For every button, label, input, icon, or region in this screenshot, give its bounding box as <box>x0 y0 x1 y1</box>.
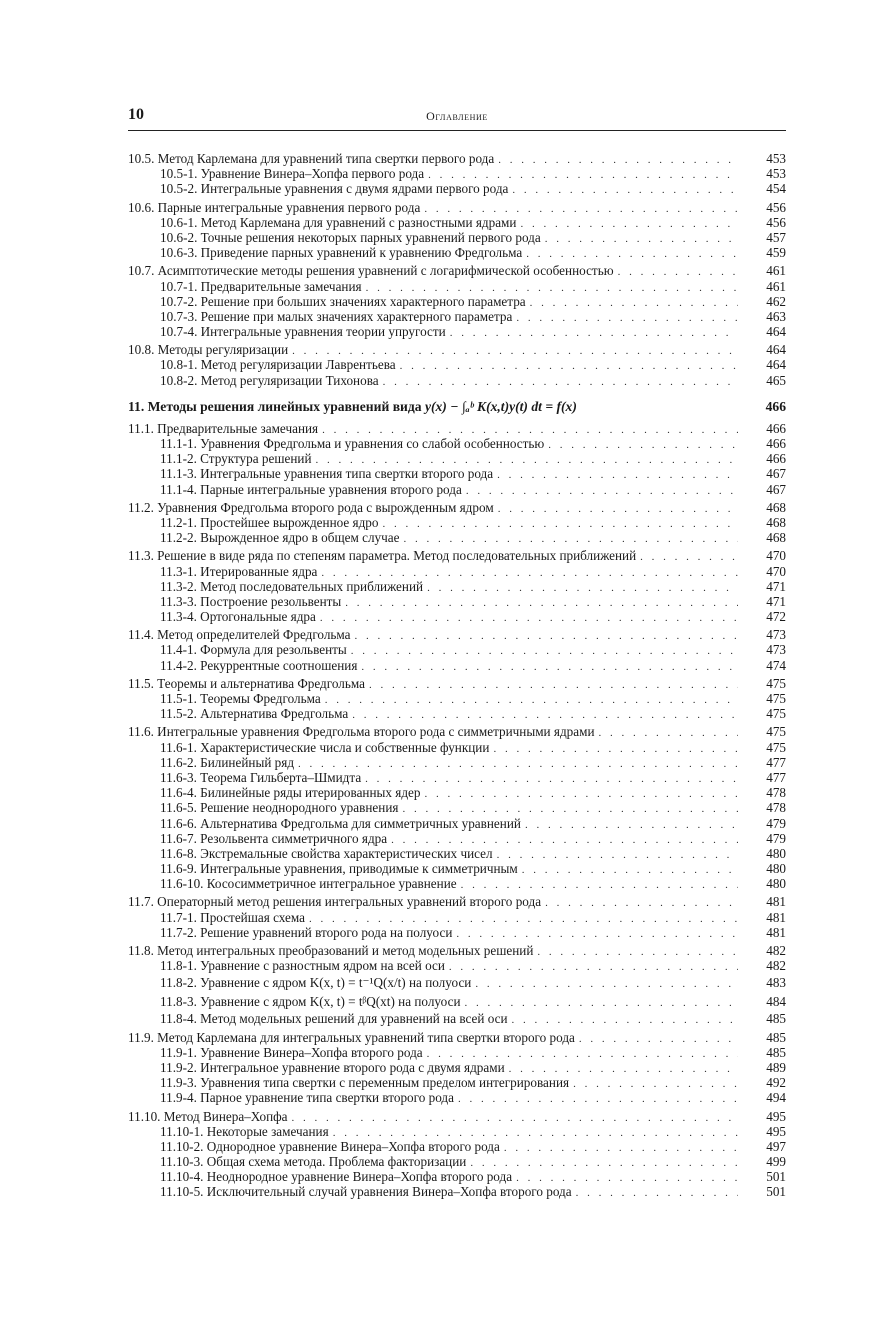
toc-leader-dots <box>497 468 738 483</box>
toc-entry-page: 465 <box>766 372 786 388</box>
toc-leader-dots <box>526 247 738 262</box>
toc-leader-dots <box>403 532 738 547</box>
toc-section-entry[interactable] <box>128 342 786 357</box>
toc-subsection-entry[interactable] <box>128 482 786 497</box>
toc-entry-page: 484 <box>766 994 786 1010</box>
toc-leader-dots <box>576 1186 738 1201</box>
toc-entry-title: 11.6-5. Решение неоднородного уравнения <box>160 800 399 816</box>
toc-leader-dots <box>355 629 738 644</box>
toc-entry-title: 11.9-1. Уравнение Винера–Хопфа второго рода <box>160 1044 423 1060</box>
toc-entry-title: 11.9-4. Парное уравнение типа свертки второго рода <box>160 1090 454 1106</box>
toc-entry-title: 11.4. Метод определителей Фредгольма <box>128 627 351 643</box>
toc-leader-dots <box>320 611 738 626</box>
toc-entry-title: 11.5-1. Теоремы Фредгольма <box>160 691 321 706</box>
toc-entry-title: 10.7-2. Решение при больших значениях характерного параметра <box>160 293 526 309</box>
toc-entry-page: 477 <box>766 769 786 785</box>
toc-subsection-entry[interactable] <box>128 1169 786 1184</box>
toc-subsection-entry[interactable] <box>128 1184 786 1199</box>
toc-entry-title: 11.8-2. Уравнение с ядром K(x, t) = t⁻¹Q(x/t) на полуоси <box>160 975 472 991</box>
toc-entry-page: 475 <box>766 739 786 755</box>
toc-entry-page: 475 <box>766 706 786 722</box>
toc-entry-title: 11.7-2. Решение уравнений второго рода на полуоси <box>160 924 453 940</box>
toc-entry-title: 10.5. Метод Карлемана для уравнений типа свертки первого рода <box>128 151 495 166</box>
toc-subsection-entry[interactable] <box>128 846 786 861</box>
toc-entry-title: 11.10-2. Однородное уравнение Винера–Хопфа второго рода <box>160 1138 500 1154</box>
toc-entry-page: 485 <box>766 1044 786 1060</box>
toc-entry-title: 10.5-2. Интегральные уравнения с двумя ядрами первого рода <box>160 181 509 197</box>
toc-leader-dots <box>369 678 738 693</box>
toc-section-entry[interactable] <box>128 151 786 166</box>
toc-leader-dots <box>599 726 738 741</box>
toc-entry-page: 479 <box>766 830 786 846</box>
toc-entry-page: 473 <box>766 642 786 658</box>
toc-entry-page: 482 <box>766 958 786 974</box>
toc-subsection-entry[interactable] <box>128 324 786 339</box>
toc-entry-title: 11.10-3. Общая схема метода. Проблема факторизации <box>160 1154 467 1170</box>
toc-entry-page: 483 <box>766 975 786 991</box>
toc-entry-page: 468 <box>766 530 786 546</box>
toc-subsection-entry[interactable] <box>128 1139 786 1154</box>
toc-entry-page: 468 <box>766 514 786 530</box>
toc-leader-dots <box>458 1092 738 1107</box>
toc-leader-dots <box>498 153 738 168</box>
toc-entry-title: 11.6. Интегральные уравнения Фредгольма второго рода с симметричными ядрами <box>128 724 595 740</box>
toc-leader-dots <box>512 183 738 198</box>
table-of-contents <box>128 151 786 1200</box>
toc-entry-page: 501 <box>766 1169 786 1185</box>
toc-entry-page: 463 <box>766 308 786 324</box>
page-number: 10 <box>128 106 144 123</box>
toc-subsection-entry[interactable] <box>128 691 786 706</box>
toc-entry-title: 11.6-8. Экстремальные свойства характеристических чисел <box>160 845 493 861</box>
toc-entry-title: 10.5-1. Уравнение Винера–Хопфа первого рода <box>160 166 425 182</box>
toc-entry-title: 11.8. Метод интегральных преобразований и метод модельных решений <box>128 943 534 958</box>
toc-leader-dots <box>365 772 738 787</box>
toc-entry-page: 485 <box>766 1029 786 1045</box>
toc-entry-page: 475 <box>766 691 786 706</box>
toc-leader-dots <box>618 265 738 280</box>
toc-entry-page: 485 <box>766 1011 786 1027</box>
toc-subsection-entry[interactable] <box>128 642 786 657</box>
toc-subsection-entry[interactable] <box>128 800 786 815</box>
toc-leader-dots <box>425 787 738 802</box>
toc-entry-title: 11.6-6. Альтернатива Фредгольма для симметричных уравнений <box>160 815 521 831</box>
toc-leader-dots <box>573 1077 738 1092</box>
toc-entry-page: 464 <box>766 324 786 340</box>
toc-subsection-entry[interactable] <box>128 373 786 388</box>
toc-leader-dots <box>345 596 738 611</box>
toc-entry-title: 11.6-2. Билинейный ряд <box>160 754 295 770</box>
chapter-title-text: 11. Методы решения линейных уравнений вида <box>128 398 425 414</box>
toc-entry-title: 11.2-2. Вырожденное ядро в общем случае <box>160 530 400 546</box>
toc-entry-page: 473 <box>766 627 786 643</box>
toc-subsection-entry[interactable] <box>128 1154 786 1169</box>
toc-entry-page: 489 <box>766 1059 786 1075</box>
toc-entry-title: 11.3-2. Метод последовательных приближений <box>160 578 424 594</box>
toc-entry-title: 10.6-2. Точные решения некоторых парных уравнений первого рода <box>160 229 541 245</box>
toc-subsection-entry[interactable] <box>128 451 786 466</box>
toc-entry-title: 10.7-1. Предварительные замечания <box>160 278 362 294</box>
toc-subsection-entry[interactable] <box>128 579 786 594</box>
toc-entry-title: 10.8-2. Метод регуляризации Тихонова <box>160 372 379 388</box>
toc-leader-dots <box>466 484 738 499</box>
toc-entry-title: 11.3-4. Ортогональные ядра <box>160 609 316 625</box>
toc-subsection-entry[interactable] <box>128 658 786 673</box>
toc-leader-dots <box>292 1111 738 1126</box>
toc-entry-page: 456 <box>766 214 786 230</box>
toc-entry-title: 11.7. Операторный метод решения интегральных уравнений второго рода <box>128 894 542 910</box>
toc-entry-page: 492 <box>766 1075 786 1091</box>
toc-entry-title: 11.8-4. Метод модельных решений для уравнений на всей оси <box>160 1011 508 1027</box>
toc-subsection-entry[interactable] <box>128 466 786 481</box>
toc-entry-title: 11.1. Предварительные замечания <box>128 420 319 436</box>
toc-section-entry[interactable] <box>128 1030 786 1045</box>
toc-leader-dots <box>497 848 738 863</box>
chapter-page: 466 <box>765 398 786 414</box>
toc-subsection-entry[interactable] <box>128 1090 786 1105</box>
toc-entry-title: 10.8. Методы регуляризации <box>128 342 289 358</box>
toc-subsection-entry[interactable] <box>128 706 786 721</box>
toc-entry-page: 461 <box>766 263 786 279</box>
toc-entry-title: 11.5-2. Альтернатива Фредгольма <box>160 706 349 722</box>
toc-entry-page: 477 <box>766 754 786 770</box>
toc-entry-title: 11.9. Метод Карлемана для интегральных уравнений типа свертки второго рода <box>128 1029 575 1045</box>
toc-leader-dots <box>516 311 738 326</box>
toc-entry-title: 11.6-7. Резольвента симметричного ядра <box>160 830 388 846</box>
toc-leader-dots <box>461 878 738 893</box>
toc-leader-dots <box>530 296 738 311</box>
toc-section-entry[interactable] <box>128 200 786 215</box>
toc-leader-dots <box>449 960 738 975</box>
toc-entry-title: 11.6-4. Билинейные ряды итерированных ядер <box>160 785 421 801</box>
toc-section-10 <box>128 151 786 388</box>
toc-subsection-entry[interactable] <box>128 564 786 579</box>
toc-leader-dots <box>545 232 738 247</box>
toc-subsection-entry[interactable] <box>128 770 786 785</box>
toc-entry-title: 11.8-1. Уравнение с разностным ядром на всей оси <box>160 958 445 974</box>
toc-leader-dots <box>475 975 738 994</box>
toc-entry-title: 11.10-5. Исключительный случай уравнения Винера–Хопфа второго рода <box>160 1184 572 1200</box>
toc-entry-title: 11.10-4. Неоднородное уравнение Винера–Хопфа второго рода <box>160 1169 513 1185</box>
toc-section-entry[interactable] <box>128 724 786 739</box>
toc-section-entry[interactable] <box>128 676 786 691</box>
toc-entry-title: 10.6-1. Метод Карлемана для уравнений с разностными ядрами <box>160 214 517 230</box>
toc-entry-page: 480 <box>766 845 786 861</box>
toc-entry-page: 499 <box>766 1154 786 1170</box>
toc-section-entry[interactable] <box>128 627 786 642</box>
toc-entry-page: 475 <box>766 675 786 691</box>
toc-subsection-entry[interactable] <box>128 755 786 770</box>
toc-entry-page: 457 <box>766 229 786 245</box>
toc-entry-title: 11.6-9. Интегральные уравнения, приводимые к симметричным <box>160 861 518 877</box>
toc-entry-title: 11.2. Уравнения Фредгольма второго рода с вырожденным ядром <box>128 499 494 515</box>
toc-subsection-entry[interactable] <box>128 1045 786 1060</box>
toc-leader-dots <box>520 217 738 232</box>
toc-section-entry[interactable] <box>128 263 786 278</box>
toc-leader-dots <box>361 660 738 675</box>
toc-subsection-entry[interactable] <box>128 515 786 530</box>
toc-subsection-entry[interactable] <box>128 609 786 624</box>
toc-entry-page: 461 <box>766 278 786 294</box>
toc-subsection-entry[interactable] <box>128 166 786 181</box>
toc-leader-dots <box>351 644 738 659</box>
toc-subsection-entry[interactable] <box>128 279 786 294</box>
toc-subsection-entry[interactable] <box>128 436 786 451</box>
toc-leader-dots <box>525 818 738 833</box>
toc-chapter-11[interactable] <box>128 397 786 417</box>
toc-entry-title: 11.2-1. Простейшее вырожденное ядро <box>160 514 379 530</box>
toc-section-entry[interactable] <box>128 421 786 436</box>
toc-entry-page: 479 <box>766 815 786 831</box>
toc-leader-dots <box>579 1032 738 1047</box>
toc-leader-dots <box>640 550 738 565</box>
toc-leader-dots <box>383 517 739 532</box>
toc-leader-dots <box>512 1013 738 1028</box>
toc-entry-title: 11.4-2. Рекуррентные соотношения <box>160 657 358 673</box>
running-title: Оглавление <box>426 109 488 123</box>
toc-subsection-entry[interactable] <box>128 958 786 973</box>
toc-leader-dots <box>537 945 738 960</box>
toc-subsection-entry[interactable] <box>128 831 786 846</box>
toc-entry-title: 11.9-2. Интегральное уравнение второго рода с двумя ядрами <box>160 1059 505 1075</box>
toc-entry-page: 501 <box>766 1184 786 1200</box>
toc-entry-title: 10.7-3. Решение при малых значениях характерного параметра <box>160 308 513 324</box>
toc-subsection-entry[interactable] <box>128 594 786 609</box>
page-header <box>128 106 786 131</box>
toc-subsection-entry[interactable] <box>128 1060 786 1075</box>
toc-subsection-entry[interactable] <box>128 785 786 800</box>
toc-entry-title: 11.3. Решение в виде ряда по степеням параметра. Метод последовательных приближений <box>128 548 637 564</box>
toc-entry-page: 481 <box>766 909 786 925</box>
toc-entry-title: 11.1-1. Уравнения Фредгольма и уравнения со слабой особенностью <box>160 436 545 451</box>
toc-entry-page: 466 <box>766 436 786 451</box>
toc-leader-dots <box>325 693 738 708</box>
toc-entry-page: 481 <box>766 894 786 910</box>
toc-leader-dots <box>498 502 738 517</box>
toc-entry-page: 471 <box>766 593 786 609</box>
toc-leader-dots <box>352 708 738 723</box>
toc-subsection-entry[interactable] <box>128 816 786 831</box>
toc-entry-page: 480 <box>766 861 786 877</box>
toc-subsection-entry[interactable] <box>128 740 786 755</box>
toc-entry-title: 11.1-4. Парные интегральные уравнения второго рода <box>160 481 462 497</box>
toc-subsection-entry[interactable] <box>128 245 786 260</box>
toc-entry-title: 11.3-3. Построение резольвенты <box>160 593 342 609</box>
toc-section-entry[interactable] <box>128 500 786 515</box>
toc-leader-dots <box>493 742 738 757</box>
toc-subsection-entry[interactable] <box>128 309 786 324</box>
toc-section-11 <box>128 421 786 1200</box>
toc-section-entry[interactable] <box>128 894 786 909</box>
toc-subsection-entry[interactable] <box>128 910 786 925</box>
toc-entry-page: 464 <box>766 342 786 358</box>
toc-leader-dots <box>427 581 738 596</box>
toc-leader-dots <box>522 863 738 878</box>
toc-subsection-entry[interactable] <box>128 294 786 309</box>
toc-entry-title: 10.6. Парные интегральные уравнения первого рода <box>128 199 421 215</box>
toc-entry-page: 495 <box>766 1108 786 1124</box>
toc-entry-page: 472 <box>766 609 786 625</box>
toc-leader-dots <box>400 359 738 374</box>
toc-entry-title: 11.6-10. Кососимметричное интегральное уравнение <box>160 876 457 892</box>
toc-subsection-entry[interactable] <box>128 925 786 940</box>
toc-entry-title: 10.7-4. Интегральные уравнения теории упругости <box>160 324 446 340</box>
toc-entry-page: 482 <box>766 943 786 958</box>
toc-subsection-entry[interactable] <box>128 1124 786 1139</box>
toc-entry-title: 11.7-1. Простейшая схема <box>160 909 306 925</box>
toc-entry-title: 11.5. Теоремы и альтернатива Фредгольма <box>128 675 365 691</box>
toc-entry-title: 11.3-1. Итерированные ядра <box>160 563 318 579</box>
toc-subsection-entry[interactable] <box>128 861 786 876</box>
toc-leader-dots <box>298 757 738 772</box>
toc-entry-title: 11.6-1. Характеристические числа и собственные функции <box>160 739 490 755</box>
toc-entry-page: 462 <box>766 293 786 309</box>
toc-subsection-entry[interactable] <box>128 876 786 891</box>
toc-entry-page: 481 <box>766 924 786 940</box>
toc-entry-page: 467 <box>766 466 786 482</box>
toc-section-entry[interactable] <box>128 1109 786 1124</box>
toc-subsection-entry[interactable] <box>128 181 786 196</box>
toc-entry-page: 468 <box>766 499 786 515</box>
toc-entry-page: 466 <box>766 451 786 467</box>
toc-entry-title: 11.9-3. Уравнения типа свертки с переменным пределом интегрирования <box>160 1075 570 1091</box>
toc-entry-page: 466 <box>766 420 786 436</box>
toc-entry-title: 10.8-1. Метод регуляризации Лаврентьева <box>160 357 396 373</box>
toc-subsection-entry[interactable] <box>128 215 786 230</box>
toc-entry-title: 10.7. Асимптотические методы решения уравнений с логарифмической особенностью <box>128 263 614 279</box>
toc-leader-dots <box>548 438 738 453</box>
toc-entry-page: 470 <box>766 548 786 564</box>
toc-subsection-entry[interactable] <box>128 1075 786 1090</box>
toc-entry-title: 11.8-3. Уравнение с ядром K(x, t) = tᵝQ(xt) на полуоси <box>160 994 461 1010</box>
toc-entry-page: 497 <box>766 1138 786 1154</box>
toc-leader-dots <box>450 326 738 341</box>
toc-entry-page: 478 <box>766 800 786 816</box>
chapter-title <box>128 397 758 417</box>
toc-entry-page: 494 <box>766 1090 786 1106</box>
toc-entry-page: 453 <box>766 166 786 182</box>
toc-entry-page: 453 <box>766 151 786 166</box>
toc-section-entry[interactable] <box>128 548 786 563</box>
toc-subsection-entry[interactable] <box>128 973 786 992</box>
toc-subsection-entry[interactable] <box>128 992 786 1011</box>
toc-entry-page: 459 <box>766 245 786 261</box>
toc-entry-page: 454 <box>766 181 786 197</box>
toc-subsection-entry[interactable] <box>128 1011 786 1026</box>
toc-subsection-entry[interactable] <box>128 357 786 372</box>
toc-section-entry[interactable] <box>128 943 786 958</box>
toc-entry-page: 456 <box>766 199 786 215</box>
toc-leader-dots <box>456 927 738 942</box>
toc-entry-title: 11.10-1. Некоторые замечания <box>160 1123 329 1139</box>
chapter-title-formula: y(x) − ∫ₐᵇ K(x,t)y(t) dt = f(x) <box>424 398 577 414</box>
toc-entry-page: 480 <box>766 876 786 892</box>
toc-entry-page: 474 <box>766 657 786 673</box>
toc-entry-title: 11.6-3. Теорема Гильберта–Шмидта <box>160 769 362 785</box>
toc-entry-page: 464 <box>766 357 786 373</box>
toc-entry-title: 11.1-3. Интегральные уравнения типа свертки второго рода <box>160 466 494 482</box>
toc-leader-dots <box>545 896 738 911</box>
toc-entry-page: 471 <box>766 578 786 594</box>
toc-entry-title: 10.6-3. Приведение парных уравнений к уравнению Фредгольма <box>160 245 523 261</box>
toc-entry-title: 11.1-2. Структура решений <box>160 451 312 467</box>
toc-entry-page: 470 <box>766 563 786 579</box>
toc-entry-title: 11.10. Метод Винера–Хопфа <box>128 1108 288 1124</box>
toc-entry-page: 495 <box>766 1123 786 1139</box>
toc-subsection-entry[interactable] <box>128 230 786 245</box>
toc-entry-page: 478 <box>766 785 786 801</box>
toc-leader-dots <box>383 375 738 390</box>
toc-entry-title: 11.4-1. Формула для резольвенты <box>160 642 347 658</box>
toc-entry-page: 467 <box>766 481 786 497</box>
toc-entry-page: 475 <box>766 724 786 740</box>
toc-subsection-entry[interactable] <box>128 530 786 545</box>
toc-leader-dots <box>504 1141 738 1156</box>
